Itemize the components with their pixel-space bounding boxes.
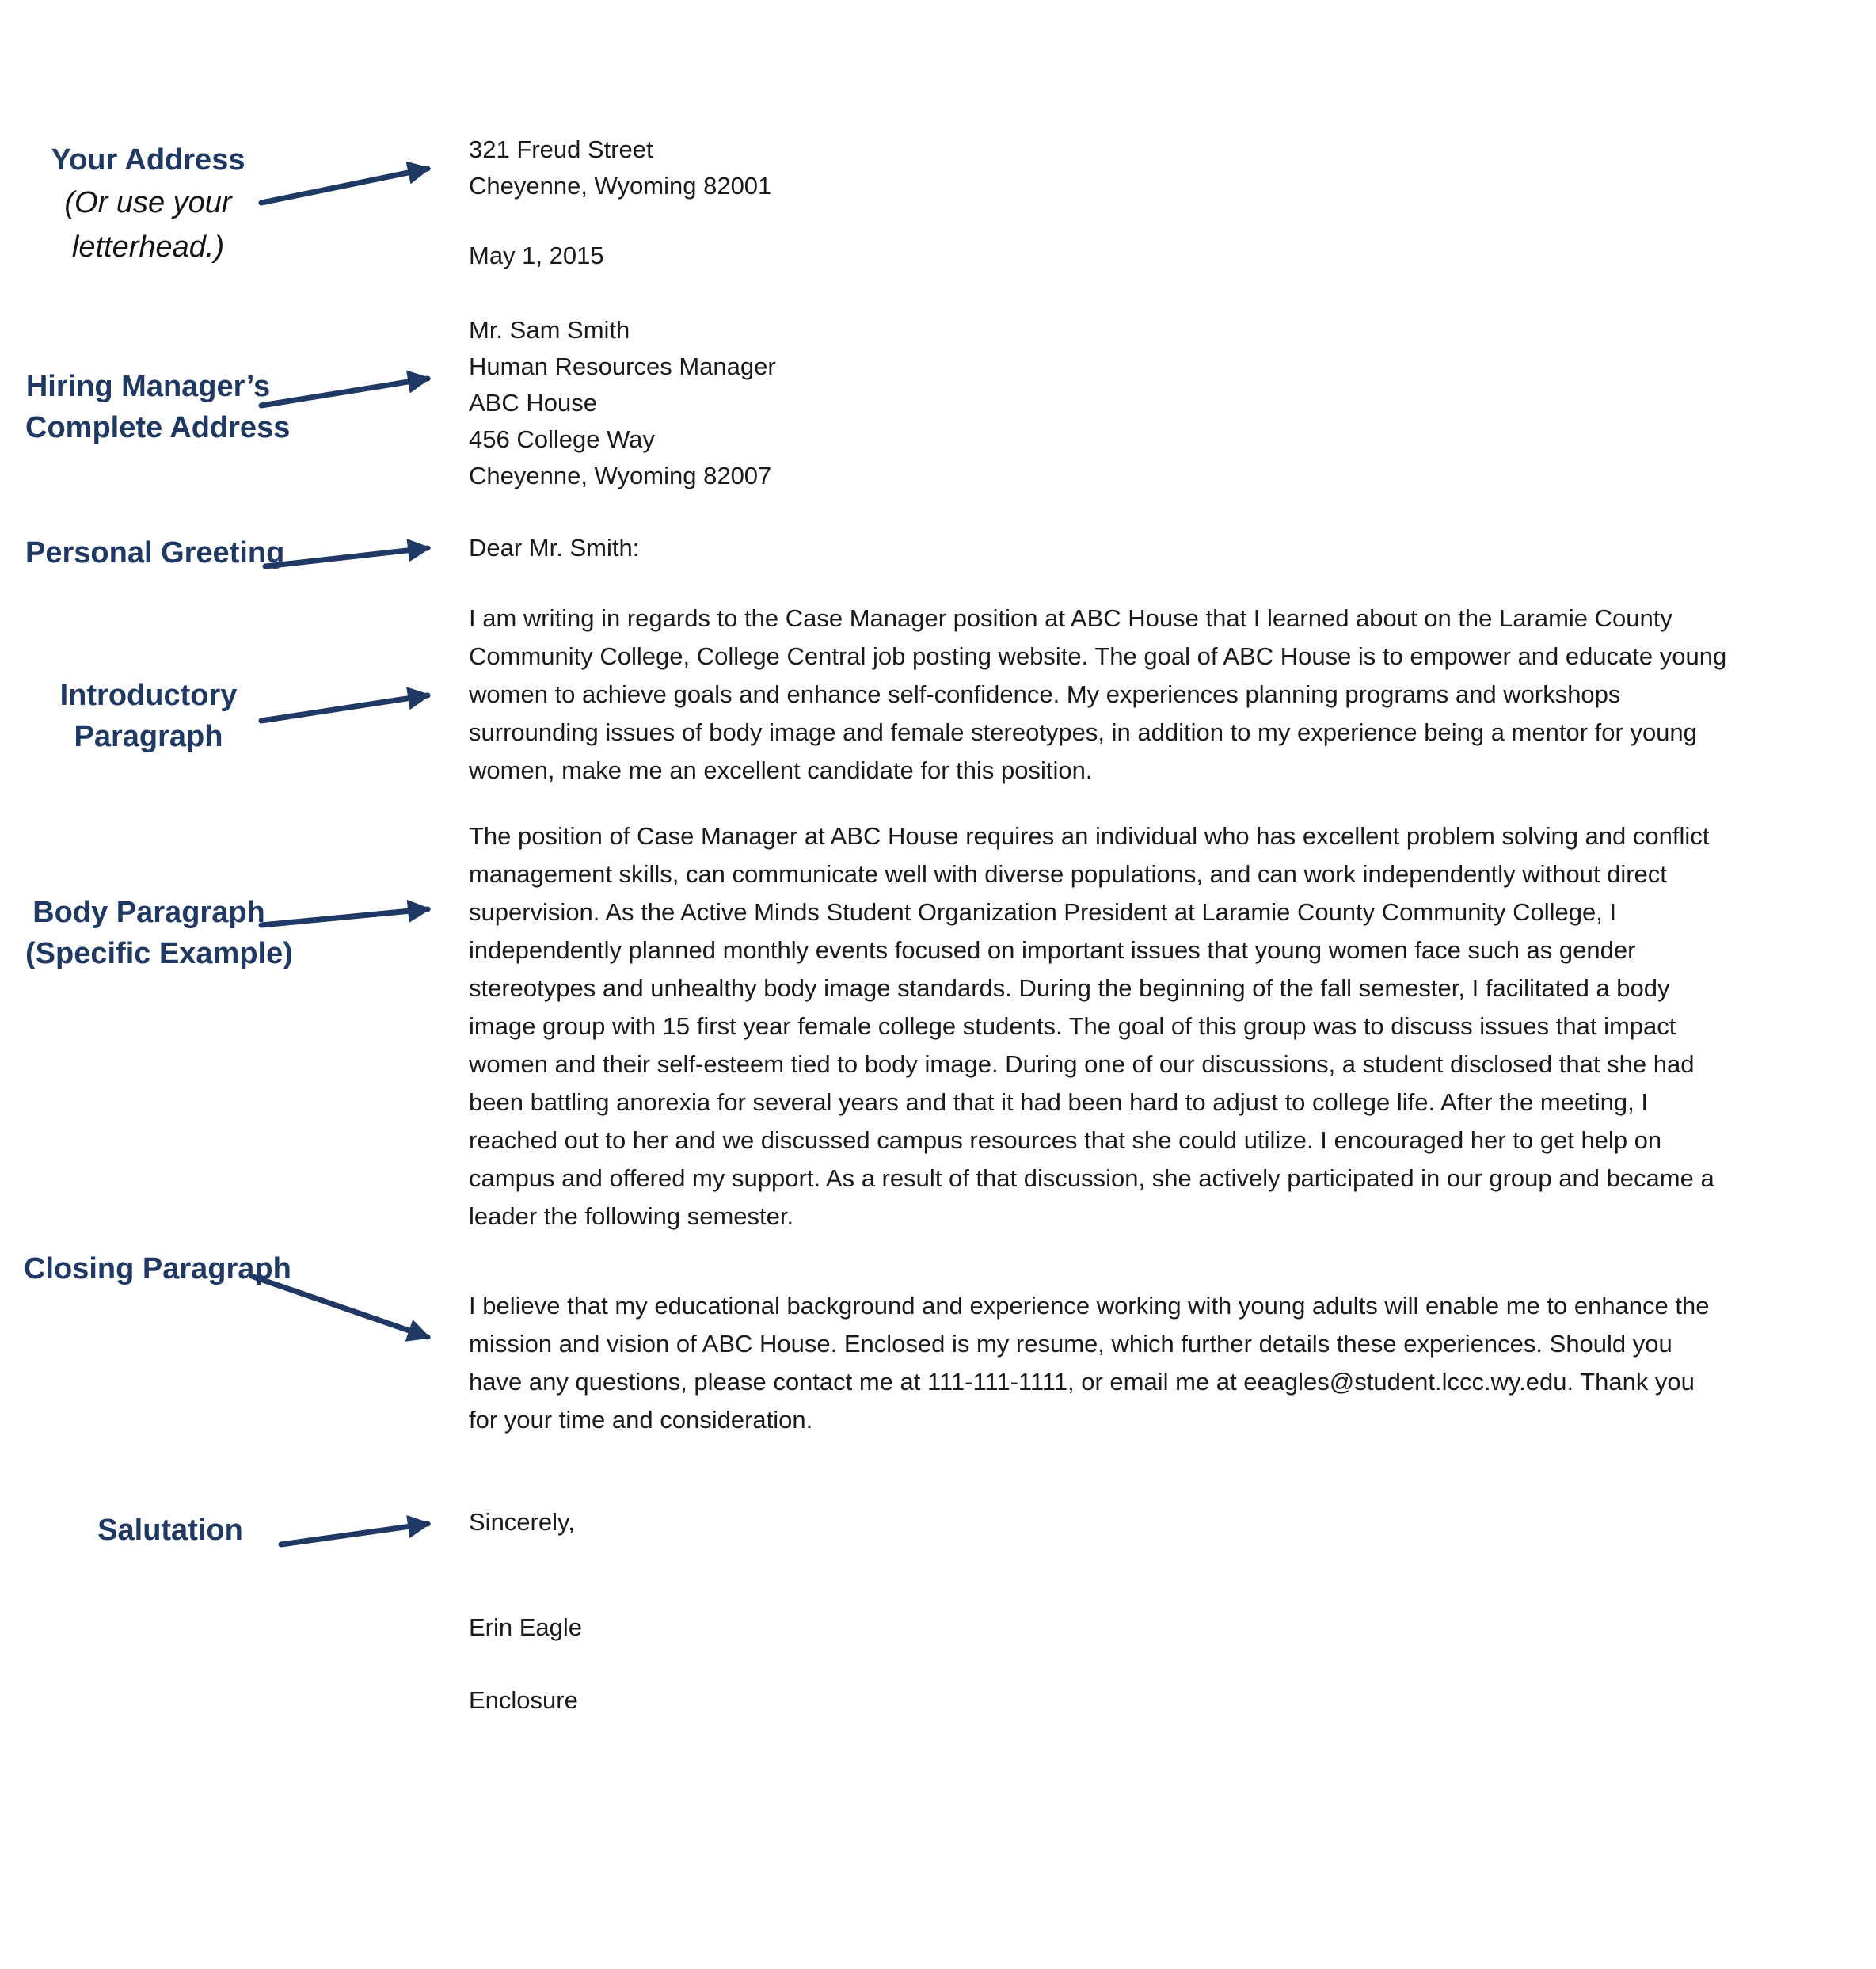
- label-body-paragraph: [25, 892, 293, 974]
- hiring-manager-arrow: [261, 379, 428, 406]
- label-your-address-note-line2: letterhead.): [71, 230, 225, 264]
- personal-greeting-arrow: [265, 548, 428, 566]
- body-paragraph-arrow: [261, 909, 428, 925]
- label-your-address-title: Your Address: [51, 143, 245, 177]
- greeting-block: [469, 530, 639, 566]
- letter-date: [469, 238, 604, 274]
- sender-address-block: [469, 131, 771, 204]
- recipient-company: ABC House: [469, 389, 597, 417]
- label-hiring-manager-line2: Complete Address: [25, 411, 291, 444]
- closing-paragraph-text: I believe that my educational background and experience working with young adults will enable me to enhance the mission and vision of ABC House. Enclosed is my resume, which further details these experiences. Should you have any questions, please contact me at 111-111-1111, or email me at eeagles@student.lccc.wy.edu. Thank you for your time and consideration.: [469, 1292, 1710, 1434]
- label-personal-greeting-title: Personal Greeting: [25, 536, 285, 569]
- salutation-arrow: [281, 1524, 428, 1544]
- label-your-address-note-line1: (Or use your: [64, 186, 232, 219]
- recipient-address-block: [469, 312, 776, 494]
- label-salutation-title: Salutation: [97, 1514, 243, 1547]
- recipient-title: Human Resources Manager: [469, 352, 776, 380]
- letter-date-text: May 1, 2015: [469, 242, 604, 269]
- label-closing-paragraph-title: Closing Paragraph: [24, 1252, 291, 1285]
- body-paragraph-text: The position of Case Manager at ABC House requires an individual who has excellent problem solving and conflict management skills, can communicate well with diverse populations, and can work independently without direct supervision. As the Active Minds Student Organization President at Laramie County Community College, I independently planned monthly events focused on important issues that young women face such as gender stereotypes and unhealthy body image standards. During the beginning of the fall semester, I facilitated a body image group with 15 first year female college students. The goal of this group was to discuss issues that impact women and their self-esteem tied to body image. During one of our discussions, a student disclosed that she had been battling anorexia for several years and that it had been hard to adjust to college life. After the meeting, I reached out to her and we discussed campus resources that she could utilize. I encouraged her to get help on campus and offered my support. As a result of that discussion, she actively participated in our group and became a leader the following semester.: [469, 822, 1714, 1230]
- signature-text: Erin Eagle: [469, 1613, 583, 1641]
- label-your-address: [45, 139, 251, 269]
- label-body-paragraph-line1: Body Paragraph: [32, 896, 265, 929]
- recipient-city: Cheyenne, Wyoming 82007: [469, 462, 772, 489]
- your-address-arrow: [261, 169, 428, 203]
- label-introductory-paragraph: [28, 675, 269, 757]
- recipient-name: Mr. Sam Smith: [469, 316, 630, 344]
- label-hiring-manager-line1: Hiring Manager’s: [25, 370, 271, 403]
- label-salutation: [51, 1510, 289, 1551]
- signature-block: [469, 1609, 582, 1646]
- sender-address-line2: Cheyenne, Wyoming 82001: [469, 172, 772, 200]
- intro-paragraph-text: I am writing in regards to the Case Manager position at ABC House that I learned about on the Laramie County Community College, College Central job posting website. The goal of ABC House is to empower and educate young women to achieve goals and enhance self-confidence. My experiences planning programs and workshops surrounding issues of body image and female stereotypes, in addition to my experience being a mentor for young women, make me an excellent candidate for this position.: [469, 604, 1727, 784]
- label-introductory-line2: Paragraph: [74, 720, 223, 753]
- enclosure-block: [469, 1682, 578, 1719]
- label-closing-paragraph: [24, 1248, 291, 1289]
- label-personal-greeting: [25, 532, 285, 573]
- sender-address-line1: 321 Freud Street: [469, 135, 653, 163]
- closing-paragraph-arrow: [253, 1277, 428, 1337]
- label-hiring-manager-address: [25, 366, 291, 448]
- introductory-paragraph-arrow: [261, 695, 428, 721]
- label-body-paragraph-line2: (Specific Example): [25, 937, 293, 970]
- signoff-text: Sincerely,: [469, 1508, 575, 1536]
- greeting-text: Dear Mr. Smith:: [469, 534, 640, 562]
- label-introductory-line1: Introductory: [59, 679, 238, 712]
- signoff-block: [469, 1504, 575, 1541]
- recipient-street: 456 College Way: [469, 425, 655, 453]
- enclosure-text: Enclosure: [469, 1686, 578, 1714]
